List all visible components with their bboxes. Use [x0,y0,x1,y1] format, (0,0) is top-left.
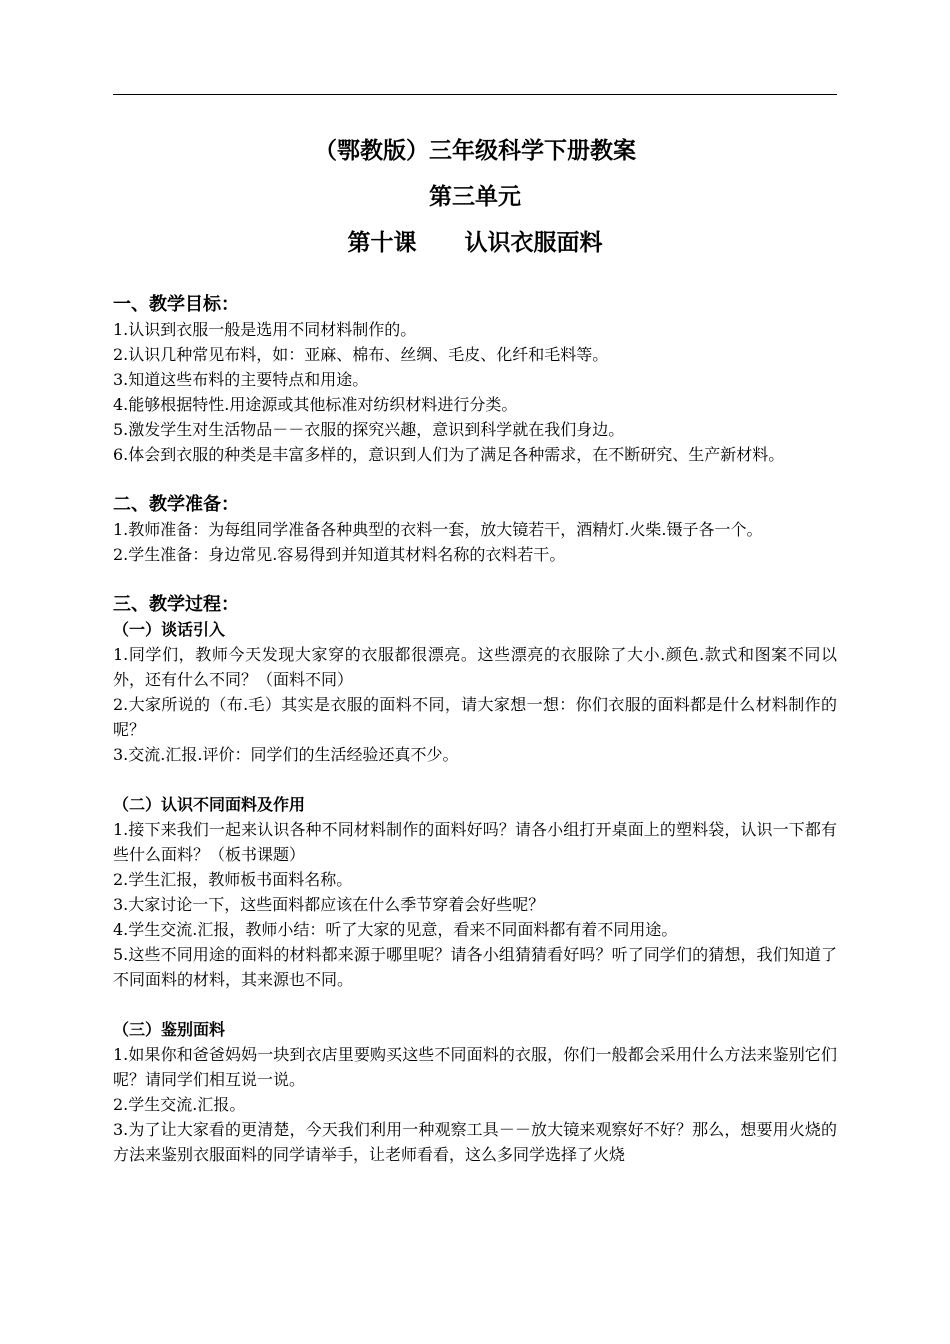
section-objectives-heading: 一、教学目标： [113,294,239,315]
process-item: 5.这些不同用途的面料的材料都来源于哪里呢？请各小组猜猜看好吗？听了同学们的猜想，我们知道了不同面料的材料，其来源也不同。 [113,945,837,989]
preparation-item: 2.学生准备：身边常见.容易得到并知道其材料名称的衣料若干。 [113,545,566,564]
part-identify-heading: （三）鉴别面料 [113,1020,226,1039]
header-rule [113,94,837,95]
process-item: 1.同学们，教师今天发现大家穿的衣服都很漂亮。这些漂亮的衣服除了大小.颜色.款式和图案不同以外，还有什么不同？（面料不同） [113,645,837,689]
objective-item: 5.激发学生对生活物品－－衣服的探究兴趣，意识到科学就在我们身边。 [113,420,625,439]
lesson-title [113,220,837,266]
process-item: 1.如果你和爸爸妈妈一块到衣店里要购买这些不同面料的衣服，你们一般都会采用什么方法来鉴别它们呢？请同学们相互说一说。 [113,1045,837,1089]
process-item: 1.接下来我们一起来认识各种不同材料制作的面料好吗？请各小组打开桌面上的塑料袋，认识一下都有些什么面料？（板书课题） [113,820,837,864]
process-item: 3.交流.汇报.评价：同学们的生活经验还真不少。 [113,745,459,764]
unit-title: 第三单元 [429,184,521,210]
objective-item: 3.知道这些布料的主要特点和用途。 [113,370,369,389]
objective-item: 1.认识到衣服一般是选用不同材料制作的。 [113,320,417,339]
section-process-heading: 三、教学过程： [113,594,239,615]
preparation-item: 1.教师准备：为每组同学准备各种典型的衣料一套，放大镜若干，酒精灯.火柴.镊子各一个。 [113,520,763,539]
process-item: 4.学生交流.汇报，教师小结：听了大家的见意，看来不同面料都有着不同用途。 [113,920,678,939]
part-fabrics-heading: （二）认识不同面料及作用 [113,795,306,814]
objective-item: 2.认识几种常见布料，如：亚麻、棉布、丝绸、毛皮、化纤和毛料等。 [113,345,609,364]
process-item: 2.学生交流.汇报。 [113,1095,246,1114]
process-item: 3.为了让大家看的更清楚，今天我们利用一种观察工具－－放大镜来观察好不好？那么，想要用火烧的方法来鉴别衣服面料的同学请举手，让老师看看，这么多同学选择了火烧 [113,1120,837,1164]
objective-item: 4.能够根据特性.用途源或其他标准对纺织材料进行分类。 [113,395,518,414]
document-title: （鄂教版）三年级科学下册教案 [314,138,636,164]
objective-item: 6.体会到衣服的种类是丰富多样的，意识到人们为了满足各种需求，在不断研究、生产新材料。 [113,445,785,464]
section-preparation-heading: 二、教学准备： [113,494,239,515]
lesson-number: 第十课 [347,230,417,256]
part-intro-heading: （一）谈话引入 [113,620,226,639]
lesson-name: 认识衣服面料 [464,230,603,256]
process-item: 2.学生汇报，教师板书面料名称。 [113,870,353,889]
process-item: 3.大家讨论一下，这些面料都应该在什么季节穿着会好些呢？ [113,895,545,914]
document-body [113,128,837,1167]
process-item: 2.大家所说的（布.毛）其实是衣服的面料不同，请大家想一想：你们衣服的面料都是什么材料制作的呢？ [113,695,837,739]
